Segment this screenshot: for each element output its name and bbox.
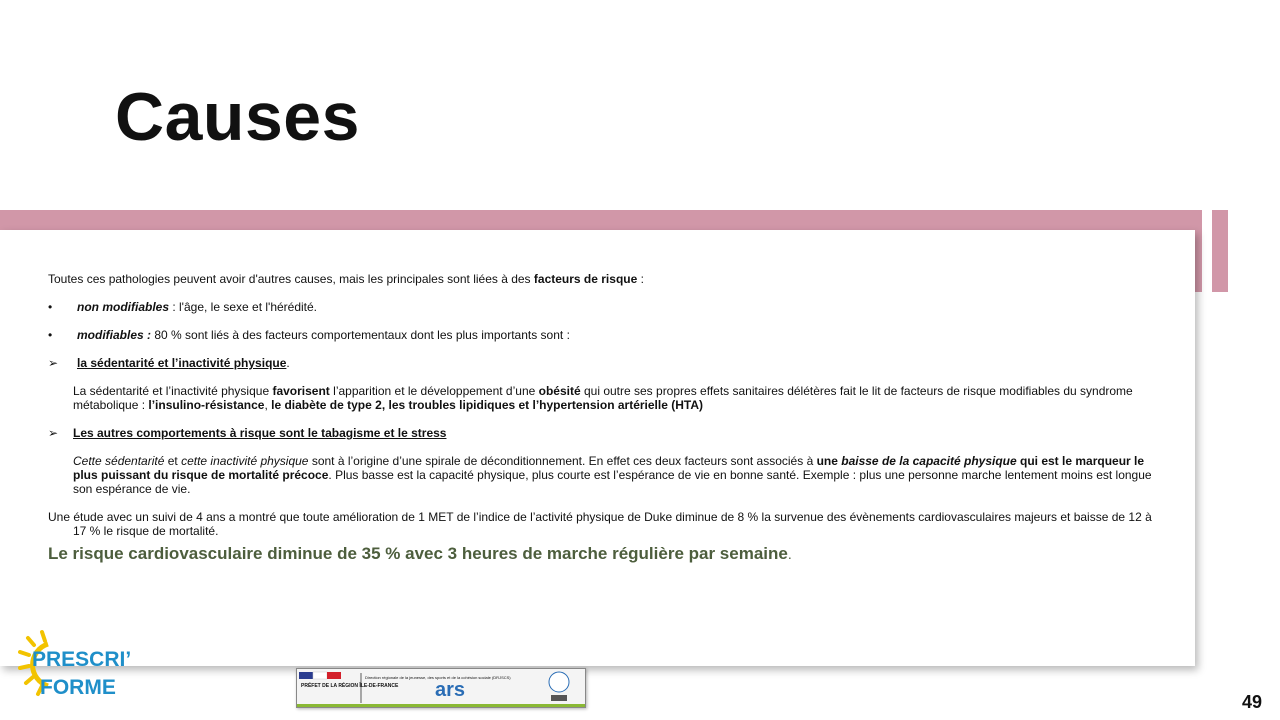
highlight-statement: Le risque cardiovasculaire diminue de 35 % avec 3 heures de marche régulière par semaine.: [48, 544, 792, 563]
bullet-non-modifiables: • non modifiables : l'âge, le sexe et l'hérédité.: [48, 300, 318, 314]
sun-icon: [18, 628, 134, 702]
paragraph-sedentarite: La sédentarité et l’inactivité physique favorisent l’apparition et le développement d’une obésité qui outre ses propres effets sanitaires délétères fait le lit de facteurs de risque modifiables du syndrome métabolique : l’insulino-résistance, le diabète de type 2, les troubles lipidiques et l’hypertension artérielle (HTA): [73, 384, 1133, 412]
prescriforme-logo: [18, 628, 134, 702]
drjscs-label: Direction régionale de la jeunesse, des sports et de la cohésion sociale (DRJSCS): [365, 675, 511, 680]
decorative-band: [0, 210, 1202, 230]
arrow-bullet-icon: ➢: [48, 426, 59, 440]
ars-logo: ars: [435, 679, 466, 701]
page-number: 49: [1242, 692, 1263, 712]
decorative-band-vertical: [1212, 210, 1228, 292]
page-title: Causes: [115, 79, 360, 155]
intro-paragraph: Toutes ces pathologies peuvent avoir d'autres causes, mais les principales sont liées à des facteurs de risque :: [48, 272, 644, 286]
logo-line2: FORME: [40, 676, 116, 699]
paragraph-etude: Une étude avec un suivi de 4 ans a montré que toute amélioration de 1 MET de l’indice de l’activité physique de Duke diminue de 8 % la survenue des évènements cardiovasculaires majeurs et baisse de 12 à 17 % le risque de mortalité.: [48, 510, 1152, 538]
content-text: [48, 272, 1168, 578]
arrow-bullet-icon: ➢: [48, 356, 59, 370]
bullet-marker: •: [48, 300, 53, 314]
logo-line1: PRESCRI’: [32, 648, 132, 671]
prefet-label: PRÉFET DE LA RÉGION ÎLE-DE-FRANCE: [301, 683, 399, 689]
arrow-item-sedentarite: ➢ la sédentarité et l’inactivité physique.: [48, 356, 290, 370]
bullet-modifiables: • modifiables : 80 % sont liés à des facteurs comportementaux dont les plus importants sont :: [48, 328, 570, 342]
content-panel: [0, 230, 1195, 666]
paragraph-deconditionnement: Cette sédentarité et cette inactivité physique sont à l’origine d’une spirale de déconditionnement. En effet ces deux facteurs sont associés à une baisse de la capacité physique qui est le marqueur le plus puissant du risque de mortalité précoce. Plus basse est la capacité physique, plus courte est l’espérance de vie en bonne santé. Exemple : plus une personne marche lentement moins est longue son espérance de vie.: [73, 454, 1152, 496]
partners-logo-strip: [296, 668, 586, 708]
arrow-item-comportements: ➢ Les autres comportements à risque sont le tabagisme et le stress: [48, 426, 447, 440]
bullet-marker: •: [48, 328, 53, 342]
